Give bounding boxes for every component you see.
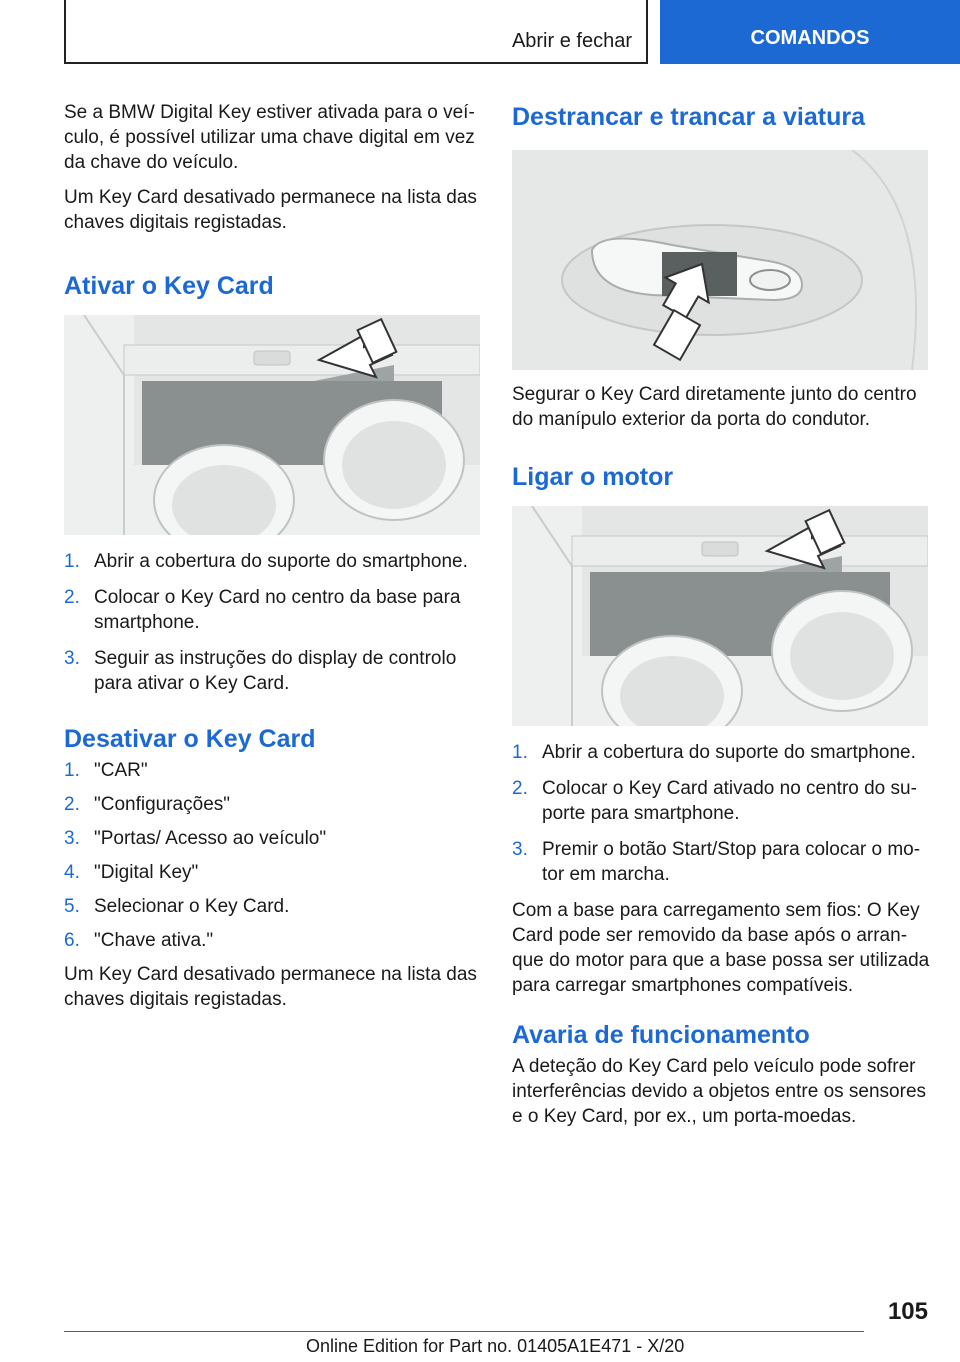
heading-activate-key-card: Ativar o Key Card <box>64 272 274 300</box>
list-item <box>512 837 930 887</box>
header-frame <box>64 0 648 64</box>
step-number: 1. <box>512 742 528 763</box>
step-text: Seguir as instruções do display de controlo para ativar o Key Card. <box>94 648 457 694</box>
list-item <box>64 585 482 635</box>
door-handle-illustration <box>512 150 928 370</box>
list-item <box>64 646 482 696</box>
malfunction-text: A deteção do Key Card pelo veículo pode sofrer interferências devido a objetos entre os sensores e o Key Card, por ex., um porta-moedas. <box>512 1056 927 1127</box>
heading-unlock-lock-vehicle: Destrancar e trancar a viatura <box>512 103 865 131</box>
step-number: 4. <box>64 862 80 883</box>
step-text: Abrir a cobertura do suporte do smartphone. <box>542 742 916 763</box>
heading-malfunction: Avaria de funcionamento <box>512 1021 810 1049</box>
step-text: "Digital Key" <box>94 862 199 883</box>
deactivate-steps-list <box>64 758 482 953</box>
start-engine-steps-list <box>512 740 930 887</box>
deactivate-note: Um Key Card desativado permanece na lista das chaves digitais registadas. <box>64 964 477 1010</box>
footer-divider <box>64 1331 864 1332</box>
step-number: 2. <box>64 794 80 815</box>
list-item <box>64 894 482 919</box>
step-text: "CAR" <box>94 760 148 781</box>
footer-edition-text: Online Edition for Part no. 01405A1E471 - X/20 <box>306 1336 685 1356</box>
list-item <box>64 792 482 817</box>
header-section-title: Abrir e fechar <box>511 30 632 52</box>
list-item <box>64 928 482 953</box>
step-text: "Portas/ Acesso ao veículo" <box>94 828 327 849</box>
step-text: "Configurações" <box>94 794 231 815</box>
step-number: 2. <box>64 587 80 608</box>
step-text: "Chave ativa." <box>94 930 214 951</box>
left-column <box>64 100 482 1022</box>
list-item <box>64 826 482 851</box>
header-chapter-tab: COMANDOS <box>660 0 960 64</box>
step-number: 5. <box>64 896 80 917</box>
list-item <box>512 740 930 765</box>
list-item <box>64 549 482 574</box>
heading-start-engine: Ligar o motor <box>512 463 674 491</box>
step-text: Abrir a cobertura do suporte do smartphone. <box>94 551 468 572</box>
heading-deactivate-key-card: Desativar o Key Card <box>64 725 316 753</box>
wireless-charging-note: Com a base para carregamento sem fios: O Key Card pode ser removido da base após o arranque do motor para que a base possa ser utilizada para carregar smartphones compatíveis. <box>512 900 930 996</box>
step-text: Colocar o Key Card no centro da base para smartphone. <box>94 587 461 633</box>
step-text: Colocar o Key Card ativado no centro do suporte para smartphone. <box>542 778 917 824</box>
page-number: 105 <box>887 1298 928 1325</box>
intro-paragraph-1: Se a BMW Digital Key estiver ativada para o veículo, é possível utilizar uma chave digital em vez da chave do veículo. <box>64 102 475 173</box>
activate-steps-list <box>64 549 482 696</box>
step-number: 2. <box>512 778 528 799</box>
list-item <box>64 758 482 783</box>
step-number: 1. <box>64 760 80 781</box>
step-number: 6. <box>64 930 80 951</box>
right-column <box>512 100 930 1139</box>
smartphone-tray-illustration-2 <box>512 506 928 726</box>
step-text: Selecionar o Key Card. <box>94 896 290 917</box>
list-item <box>512 776 930 826</box>
door-handle-drawing <box>512 150 928 370</box>
smartphone-tray-drawing <box>64 315 480 535</box>
step-number: 1. <box>64 551 80 572</box>
step-text: Premir o botão Start/Stop para colocar o motor em marcha. <box>542 839 921 885</box>
list-item <box>64 860 482 885</box>
intro-paragraph-2: Um Key Card desativado permanece na lista das chaves digitais registadas. <box>64 187 477 233</box>
smartphone-tray-illustration <box>64 315 480 535</box>
step-number: 3. <box>64 828 80 849</box>
step-number: 3. <box>512 839 528 860</box>
unlock-text: Segurar o Key Card diretamente junto do centro do manípulo exterior da porta do condutor. <box>512 384 917 430</box>
smartphone-tray-drawing-2 <box>512 506 928 726</box>
step-number: 3. <box>64 648 80 669</box>
